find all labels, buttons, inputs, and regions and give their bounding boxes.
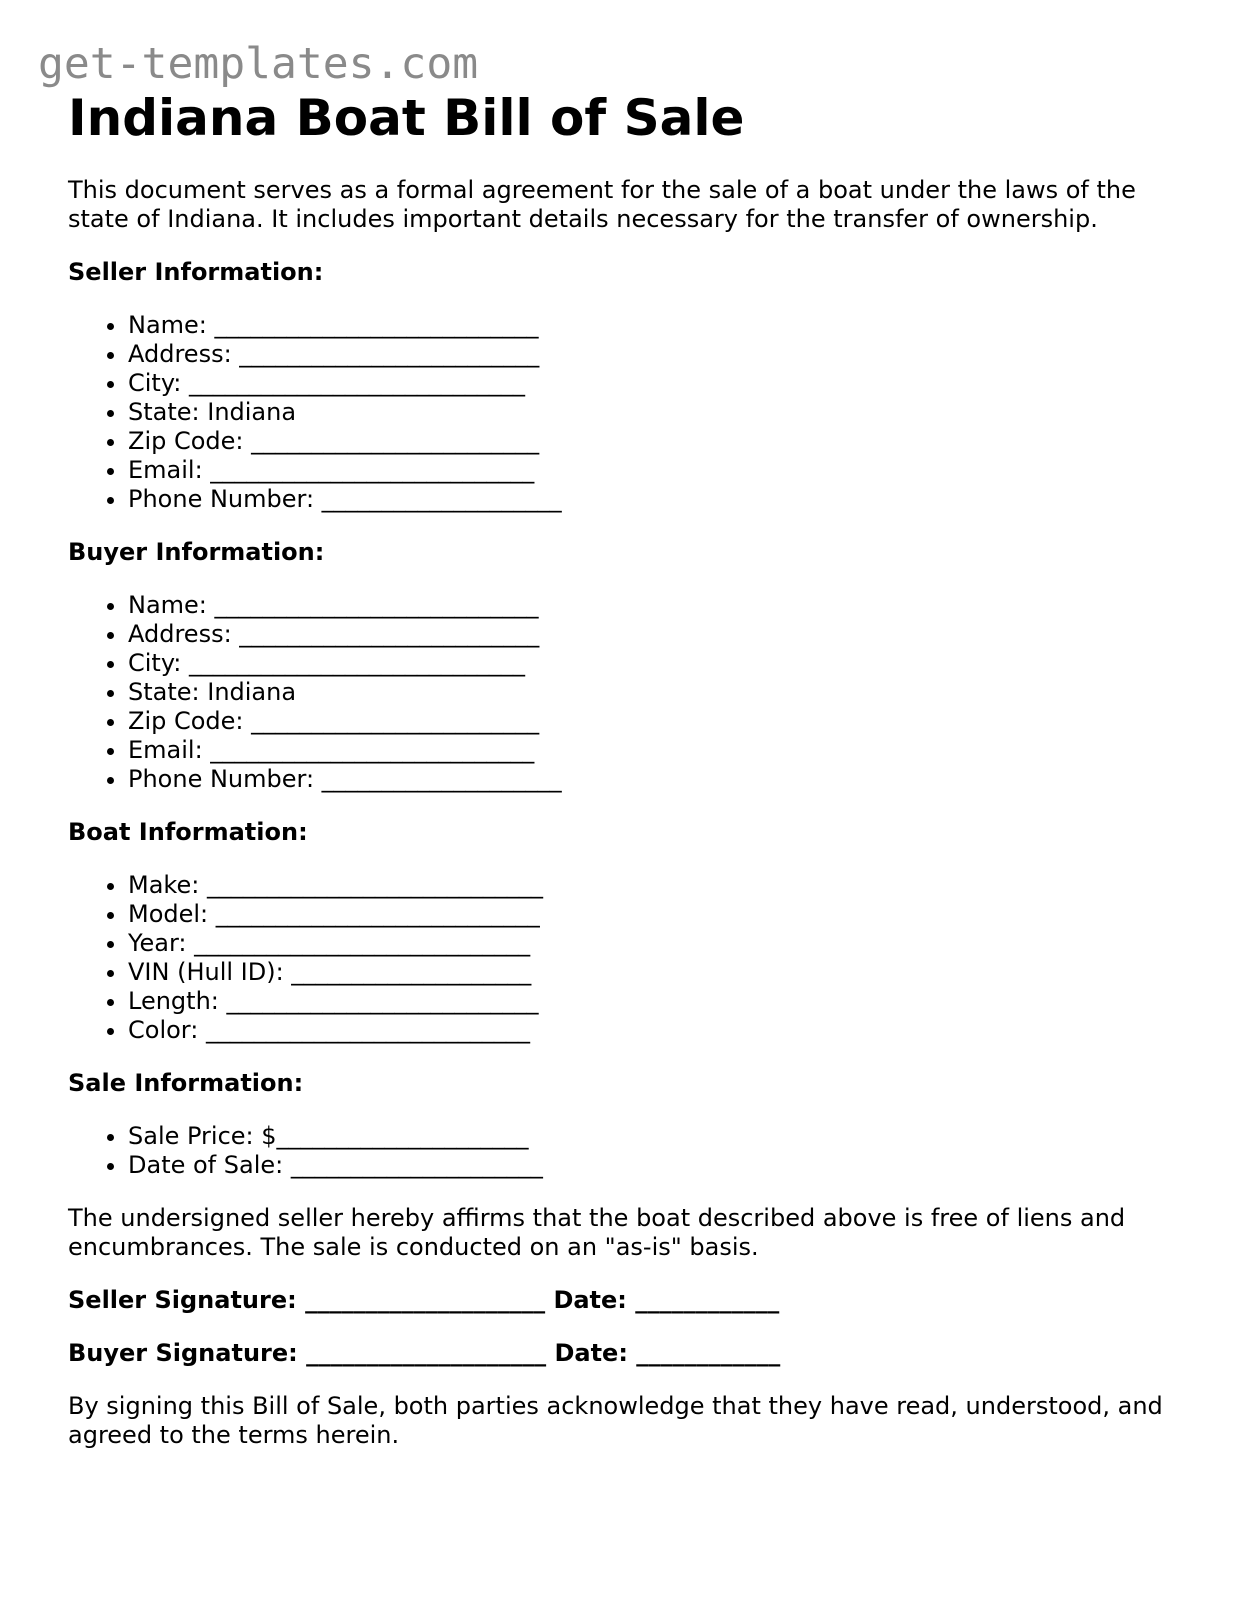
seller-list [68, 311, 1198, 514]
boat-heading: Boat Information: [68, 818, 308, 846]
sale-date-field: • Date of Sale: _____________________ [128, 1151, 1198, 1180]
seller-address-field: • Address: _________________________ [128, 340, 1198, 369]
page-title: Indiana Boat Bill of Sale [68, 89, 745, 147]
seller-email-field: • Email: ___________________________ [128, 456, 1198, 485]
sale-list [68, 1122, 1198, 1180]
buyer-zip-field: • Zip Code: ________________________ [128, 707, 1198, 736]
buyer-signature-line: Buyer Signature: ____________________ Date: ____________ [68, 1339, 781, 1367]
buyer-name-field: • Name: ___________________________ [128, 591, 1198, 620]
acknowledgment-paragraph: By signing this Bill of Sale, both parties acknowledge that they have read, understood, and agreed to the terms herein. [68, 1392, 1163, 1449]
seller-phone-field: • Phone Number: ____________________ [128, 485, 1198, 514]
seller-zip-field: • Zip Code: ________________________ [128, 427, 1198, 456]
seller-heading: Seller Information: [68, 258, 324, 286]
intro-paragraph: This document serves as a formal agreement for the sale of a boat under the laws of the state of Indiana. It includes important details necessary for the transfer of ownership. [68, 176, 1136, 233]
boat-make-field: • Make: ____________________________ [128, 871, 1198, 900]
boat-color-field: • Color: ___________________________ [128, 1016, 1198, 1045]
boat-model-field: • Model: ___________________________ [128, 900, 1198, 929]
buyer-city-field: • City: ____________________________ [128, 649, 1198, 678]
boat-length-field: • Length: __________________________ [128, 987, 1198, 1016]
seller-city-field: • City: ____________________________ [128, 369, 1198, 398]
buyer-state-field: • State: Indiana [128, 678, 1198, 707]
seller-name-field: • Name: ___________________________ [128, 311, 1198, 340]
affirmation-paragraph: The undersigned seller hereby affirms that the boat described above is free of liens and encumbrances. The sale is conducted on an "as-is" basis. [68, 1204, 1126, 1261]
buyer-email-field: • Email: ___________________________ [128, 736, 1198, 765]
seller-signature-line: Seller Signature: ____________________ Date: ____________ [68, 1286, 780, 1314]
watermark: get-templates.com [38, 39, 479, 89]
buyer-address-field: • Address: _________________________ [128, 620, 1198, 649]
boat-list [68, 871, 1198, 1045]
document-body [68, 88, 1198, 1450]
boat-vin-field: • VIN (Hull ID): ____________________ [128, 958, 1198, 987]
seller-state-field: • State: Indiana [128, 398, 1198, 427]
buyer-heading: Buyer Information: [68, 538, 325, 566]
boat-year-field: • Year: ____________________________ [128, 929, 1198, 958]
sale-price-field: • Sale Price: $_____________________ [128, 1122, 1198, 1151]
sale-heading: Sale Information: [68, 1069, 304, 1097]
buyer-list [68, 591, 1198, 794]
buyer-phone-field: • Phone Number: ____________________ [128, 765, 1198, 794]
